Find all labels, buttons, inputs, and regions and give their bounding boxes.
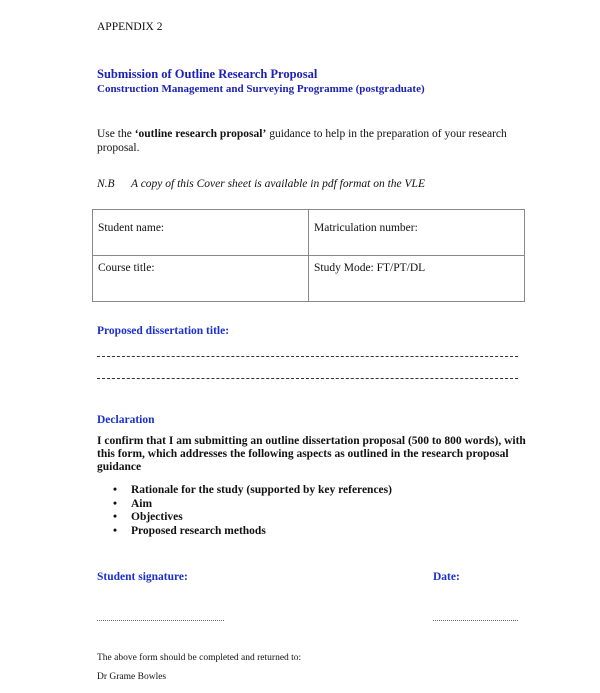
list-item-text: Objectives xyxy=(131,511,183,523)
intro-bold-phrase: ‘outline research proposal’ xyxy=(134,128,267,140)
student-name-cell[interactable] xyxy=(93,210,309,256)
student-signature-line[interactable] xyxy=(97,620,224,621)
dissertation-title-heading: Proposed dissertation title: xyxy=(97,325,230,337)
dissertation-title-line-1[interactable] xyxy=(97,356,518,357)
study-mode-label: Study Mode: FT/PT/DL xyxy=(314,262,426,274)
study-mode-cell[interactable] xyxy=(309,256,525,302)
contact-name: Dr Grame Bowles xyxy=(97,672,167,682)
course-title-cell[interactable] xyxy=(93,256,309,302)
declaration-heading: Declaration xyxy=(97,414,155,426)
matriculation-number-label: Matriculation number: xyxy=(314,222,418,234)
bullet-icon: • xyxy=(113,524,118,537)
bullet-icon: • xyxy=(113,497,118,510)
date-line[interactable] xyxy=(433,620,518,621)
student-signature-label: Student signature: xyxy=(97,571,188,583)
list-item-text: Proposed research methods xyxy=(131,524,266,537)
matriculation-number-cell[interactable] xyxy=(309,210,525,256)
intro-suffix: guidance to help in the preparation of your research xyxy=(266,128,507,140)
intro-line-2: proposal. xyxy=(97,142,140,154)
student-info-table xyxy=(92,209,525,302)
declaration-aspects-list xyxy=(97,484,392,538)
note-label: N.B xyxy=(97,178,115,190)
list-item xyxy=(113,511,392,525)
intro-line-1 xyxy=(97,127,507,141)
document-subtitle: Construction Management and Surveying Programme (postgraduate) xyxy=(97,83,425,95)
declaration-line-3: guidance xyxy=(97,461,142,473)
note-text: A copy of this Cover sheet is available in pdf format on the VLE xyxy=(131,178,425,190)
list-item-text: Rationale for the study (supported by key references) xyxy=(131,484,392,496)
declaration-line-1: I confirm that I am submitting an outline dissertation proposal (500 to 800 words), with xyxy=(97,435,526,447)
bullet-icon: • xyxy=(113,511,118,523)
list-item xyxy=(113,484,392,498)
list-item-text: Aim xyxy=(131,497,153,510)
bullet-icon: • xyxy=(113,484,118,496)
list-item xyxy=(113,524,392,539)
intro-prefix: Use the xyxy=(97,128,135,140)
declaration-line-2: this form, which addresses the following aspects as outlined in the research proposal xyxy=(97,448,509,460)
student-name-label: Student name: xyxy=(98,222,165,234)
dissertation-title-line-2[interactable] xyxy=(97,378,518,379)
date-label: Date: xyxy=(433,571,460,583)
document-title: Submission of Outline Research Proposal xyxy=(97,67,318,81)
return-instructions: The above form should be completed and returned to: xyxy=(97,653,302,663)
appendix-label: APPENDIX 2 xyxy=(97,21,163,33)
course-title-label: Course title: xyxy=(98,262,155,274)
list-item xyxy=(113,497,392,512)
